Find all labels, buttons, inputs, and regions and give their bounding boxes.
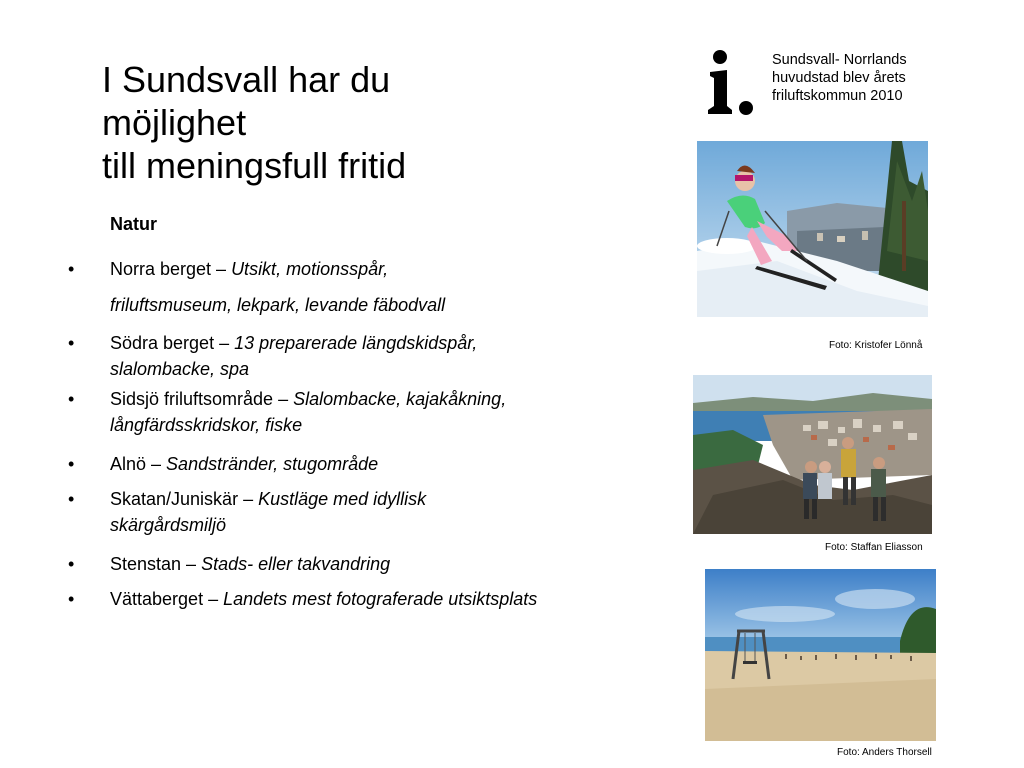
info-logo-icon	[706, 48, 756, 118]
list-item-desc: Stads- eller takvandring	[201, 554, 391, 574]
list-item-text	[110, 586, 540, 612]
info-line-1: Sundsvall- Norrlands	[772, 52, 907, 68]
list-item-text	[110, 256, 540, 318]
list-item-name: Sidsjö friluftsområde –	[110, 389, 294, 409]
skier-photo	[697, 141, 928, 317]
section-heading: Natur	[110, 214, 158, 234]
list-item-desc: Slalombacke, kajakåkning, långfärdsskridskor, fiske	[110, 389, 507, 435]
list-item-text	[110, 451, 540, 477]
bullet-dot: •	[68, 589, 75, 609]
list-item-desc-continued: friluftsmuseum, lekpark, levande fäbodvall	[110, 295, 446, 315]
list-item-text	[110, 386, 540, 438]
title-line-3: till meningsfull fritid	[102, 145, 407, 186]
list-item-name: Vättaberget –	[110, 589, 224, 609]
list-item-text	[110, 330, 540, 382]
list-item-name: Alnö –	[110, 454, 167, 474]
bullet-dot: •	[68, 554, 75, 574]
title-line-1: I Sundsvall har du	[102, 59, 391, 100]
info-line-3: friluftskommun 2010	[772, 88, 903, 104]
bullet-dot: •	[68, 489, 75, 509]
list-item-desc: 13 preparerade längdskidspår, slalombacke, spa	[110, 333, 478, 379]
hikers-photo	[693, 375, 932, 534]
list-item-desc: Kustläge med idyllisk skärgårdsmiljö	[110, 489, 427, 535]
list-item-text	[110, 486, 540, 538]
list-item-name: Södra berget –	[110, 333, 235, 353]
bullet-dot: •	[68, 333, 75, 353]
beach-photo	[705, 569, 936, 741]
list-item-name: Stenstan –	[110, 554, 202, 574]
photo-credit: Foto: Anders Thorsell	[837, 747, 932, 758]
photo-credit: Foto: Kristofer Lönnå	[829, 340, 923, 351]
info-text	[772, 51, 942, 105]
info-i-icon	[706, 48, 756, 118]
bullet-dot: •	[68, 454, 75, 474]
list-item-name: Norra berget –	[110, 259, 232, 279]
bullet-dot: •	[68, 259, 75, 279]
list-item-text	[110, 551, 540, 577]
list-item-desc: Sandstränder, stugområde	[166, 454, 379, 474]
bullet-dot: •	[68, 389, 75, 409]
photo-credit: Foto: Staffan Eliasson	[825, 542, 923, 553]
page-title	[102, 58, 522, 187]
list-item-desc: Utsikt, motionsspår,	[231, 259, 389, 279]
info-line-2: huvudstad blev årets	[772, 70, 906, 86]
title-line-2: möjlighet	[102, 102, 247, 143]
list-item-desc: Landets mest fotograferade utsiktsplats	[223, 589, 538, 609]
list-item-name: Skatan/Juniskär –	[110, 489, 259, 509]
